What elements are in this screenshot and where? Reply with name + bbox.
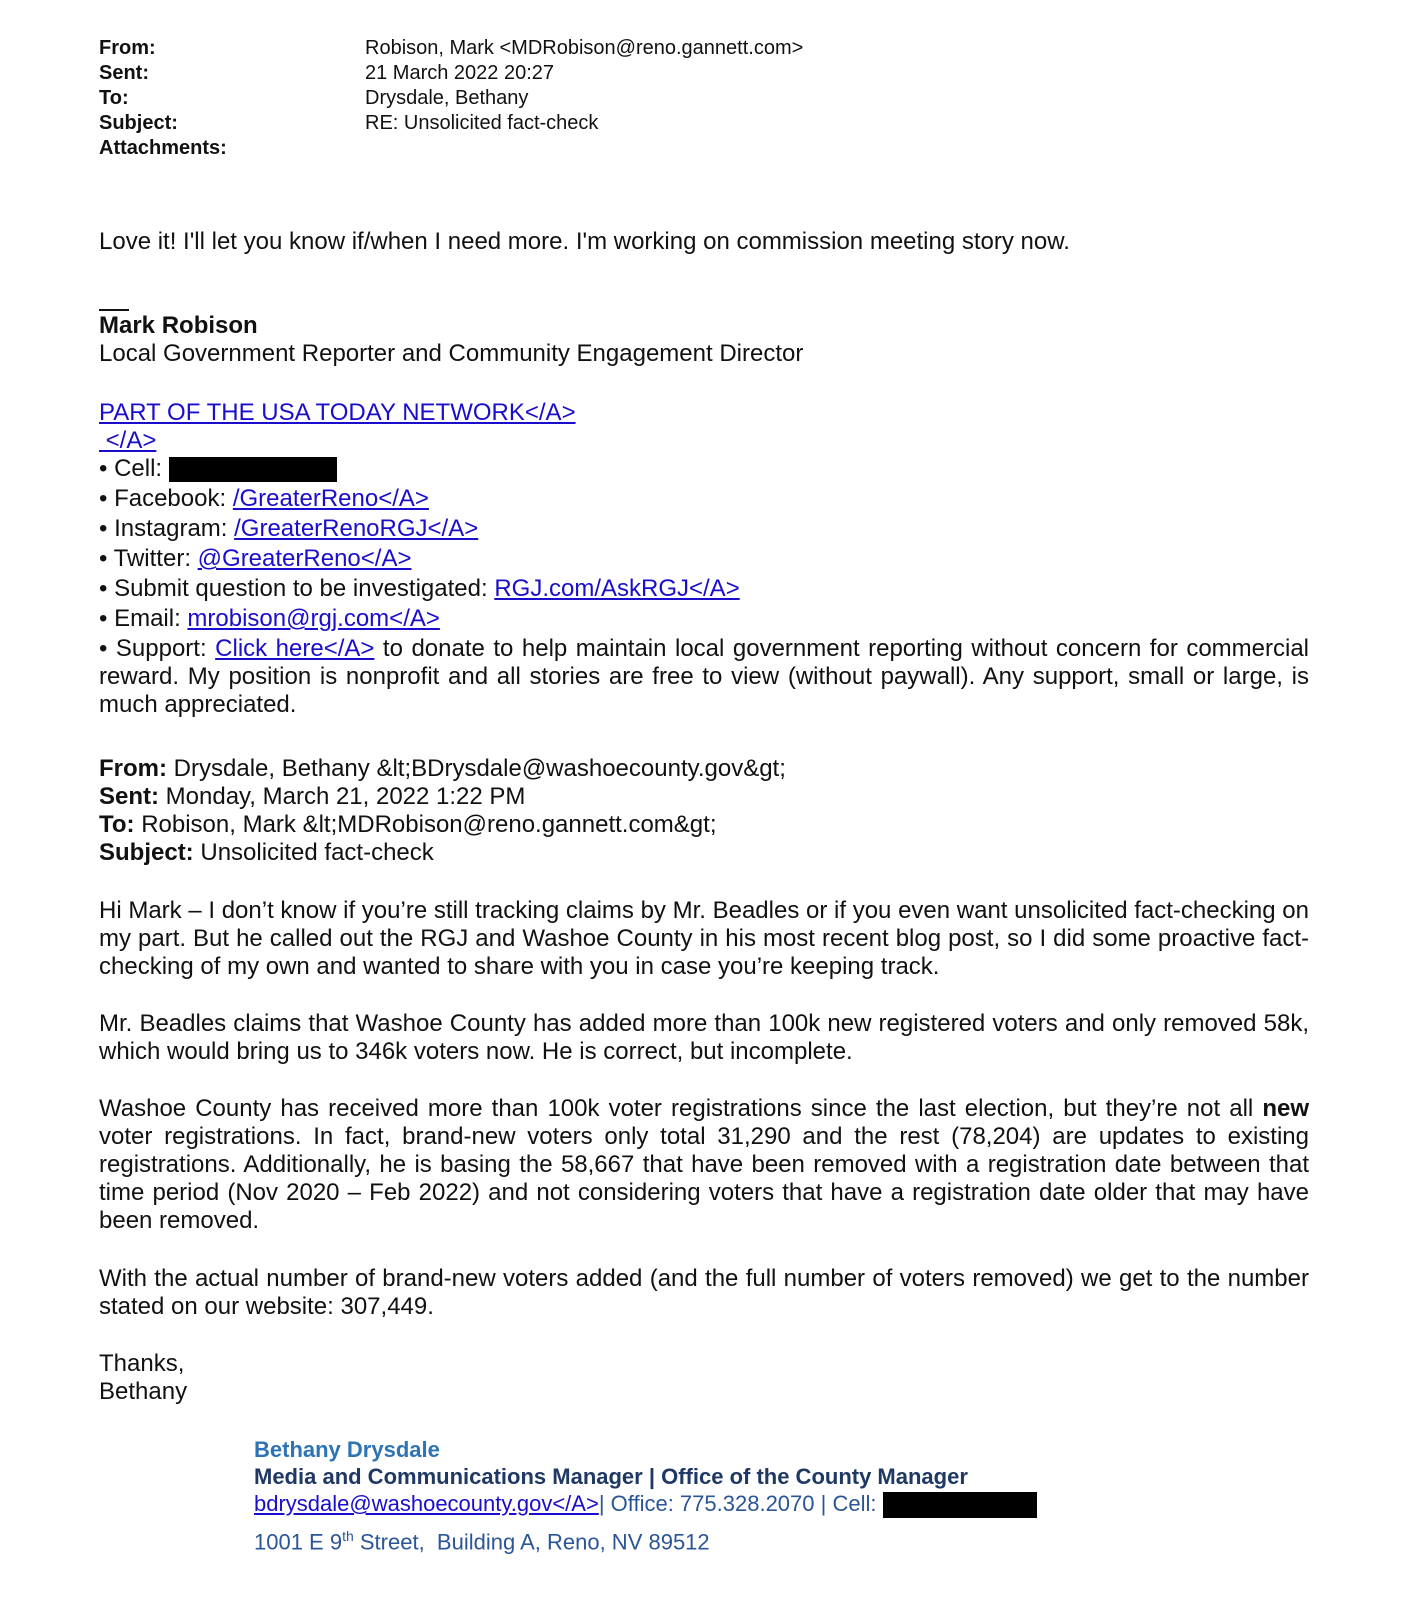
usa-today-network-link[interactable]: PART OF THE USA TODAY NETWORK</A> (99, 399, 576, 426)
quoted-subject-label: Subject: (99, 839, 194, 866)
redacted-cell-number (883, 1492, 1037, 1518)
reply-text: Love it! I'll let you know if/when I need more. I'm working on commission meeting story now. (99, 228, 1070, 255)
quoted-paragraph-4: With the actual number of brand-new voters added (and the full number of voters removed) we get to the number stated on our website: 307,449. (99, 1265, 1309, 1320)
header-row-from (99, 36, 803, 61)
header-row-to (99, 86, 803, 111)
p3-text-b: voter registrations. In fact, brand-new voters only total 31,290 and the rest (78,204) are updates to existing registrations. Additionally, he is basing the 58,667 that have been removed with a registration date between that time period (Nov 2020 – Feb 2022) and not considering voters that have a registration date older that may have been removed. (99, 1123, 1309, 1234)
header-label: From: (99, 37, 156, 59)
signature-bethany (254, 1436, 1037, 1556)
email-label: • Email: (99, 605, 188, 632)
addr-post: Street, Building A, Reno, NV 89512 (353, 1529, 710, 1555)
quoted-sent-label: Sent: (99, 783, 159, 810)
support-label: • Support: (99, 635, 216, 662)
signature-mark (99, 312, 1309, 719)
donate-link[interactable]: Click here</A> (215, 635, 375, 662)
email-header (99, 36, 803, 161)
quoted-from-value: Drysdale, Bethany &lt;BDrysdale@washoecounty.gov&gt; (167, 755, 786, 782)
header-label: To: (99, 87, 129, 109)
sig2-title: Media and Communications Manager | Office of the County Manager (254, 1464, 968, 1489)
facebook-link[interactable]: /GreaterReno</A> (232, 485, 429, 512)
header-row-attachments (99, 136, 803, 161)
header-label: Sent: (99, 62, 149, 84)
quoted-paragraph-3 (99, 1095, 1309, 1235)
sig2-email-link[interactable]: bdrysdale@washoecounty.gov</A> (254, 1491, 599, 1516)
instagram-label: • Instagram: (99, 515, 235, 542)
quoted-closing (99, 1350, 1309, 1406)
quoted-subject-value: Unsolicited fact-check (193, 839, 434, 866)
cell-label: • Cell: (99, 455, 169, 482)
header-row-subject (99, 111, 803, 136)
email-link[interactable]: mrobison@rgj.com</A> (187, 605, 440, 632)
redacted-cell-number (169, 457, 337, 482)
header-value: 21 March 2022 20:27 (365, 62, 555, 84)
support-text: to donate to help maintain local government reporting without concern for commercial reward. My position is nonprofit and all stories are free to view (without paywall). Any support, small or large, is much appreciated. (99, 635, 1309, 718)
spacer (99, 368, 1309, 399)
facebook-label: • Facebook: (99, 485, 233, 512)
quoted-paragraph-2: Mr. Beadles claims that Washoe County has added more than 100k new registered voters and only removed 58k, which would bring us to 346k voters now. He is correct, but incomplete. (99, 1010, 1309, 1065)
quoted-to-value: Robison, Mark &lt;MDRobison@reno.gannett.com&gt; (134, 811, 717, 838)
header-value: Robison, Mark <MDRobison@reno.gannett.com> (365, 37, 804, 59)
signature-title: Local Government Reporter and Community Engagement Director (99, 340, 804, 367)
instagram-link[interactable]: /GreaterRenoRGJ</A> (234, 515, 479, 542)
header-value: RE: Unsolicited fact-check (365, 112, 599, 134)
sig2-contact-text: | Office: 775.328.2070 | Cell: (598, 1491, 883, 1516)
twitter-link[interactable]: @GreaterReno</A> (197, 545, 412, 572)
twitter-label: • Twitter: (99, 545, 198, 572)
ask-rgj-link[interactable]: RGJ.com/AskRGJ</A> (494, 575, 740, 602)
header-label: Subject: (99, 112, 178, 134)
signature-separator (99, 309, 129, 311)
quoted-paragraph-1: Hi Mark – I don’t know if you’re still tracking claims by Mr. Beadles or if you even want unsolicited fact-checking on my part. But he called out the RGJ and Washoe County in his most recent blog post, so I did some proactive fact-checking of my own and wanted to share with you in case you’re keeping track. (99, 897, 1309, 980)
submit-label: • Submit question to be investigated: (99, 575, 495, 602)
addr-sup: th (342, 1528, 354, 1545)
header-row-sent (99, 61, 803, 86)
quoted-sent-value: Monday, March 21, 2022 1:22 PM (159, 783, 526, 810)
addr-pre: 1001 E 9 (254, 1529, 343, 1555)
sig2-address (254, 1523, 1037, 1555)
closing-thanks: Thanks, (99, 1350, 185, 1377)
p3-bold-new: new (1262, 1095, 1309, 1122)
sig2-name: Bethany Drysdale (254, 1437, 440, 1462)
signature-name: Mark Robison (99, 312, 258, 339)
header-value: Drysdale, Bethany (365, 87, 529, 109)
quoted-header (99, 755, 1309, 867)
quoted-from-label: From: (99, 755, 167, 782)
header-label: Attachments: (99, 137, 227, 159)
closing-name: Bethany (99, 1378, 188, 1405)
quoted-to-label: To: (99, 811, 135, 838)
close-tag-link[interactable]: </A> (99, 427, 157, 454)
p3-text-a: Washoe County has received more than 100k voter registrations since the last election, but they’re not all (99, 1095, 1263, 1122)
